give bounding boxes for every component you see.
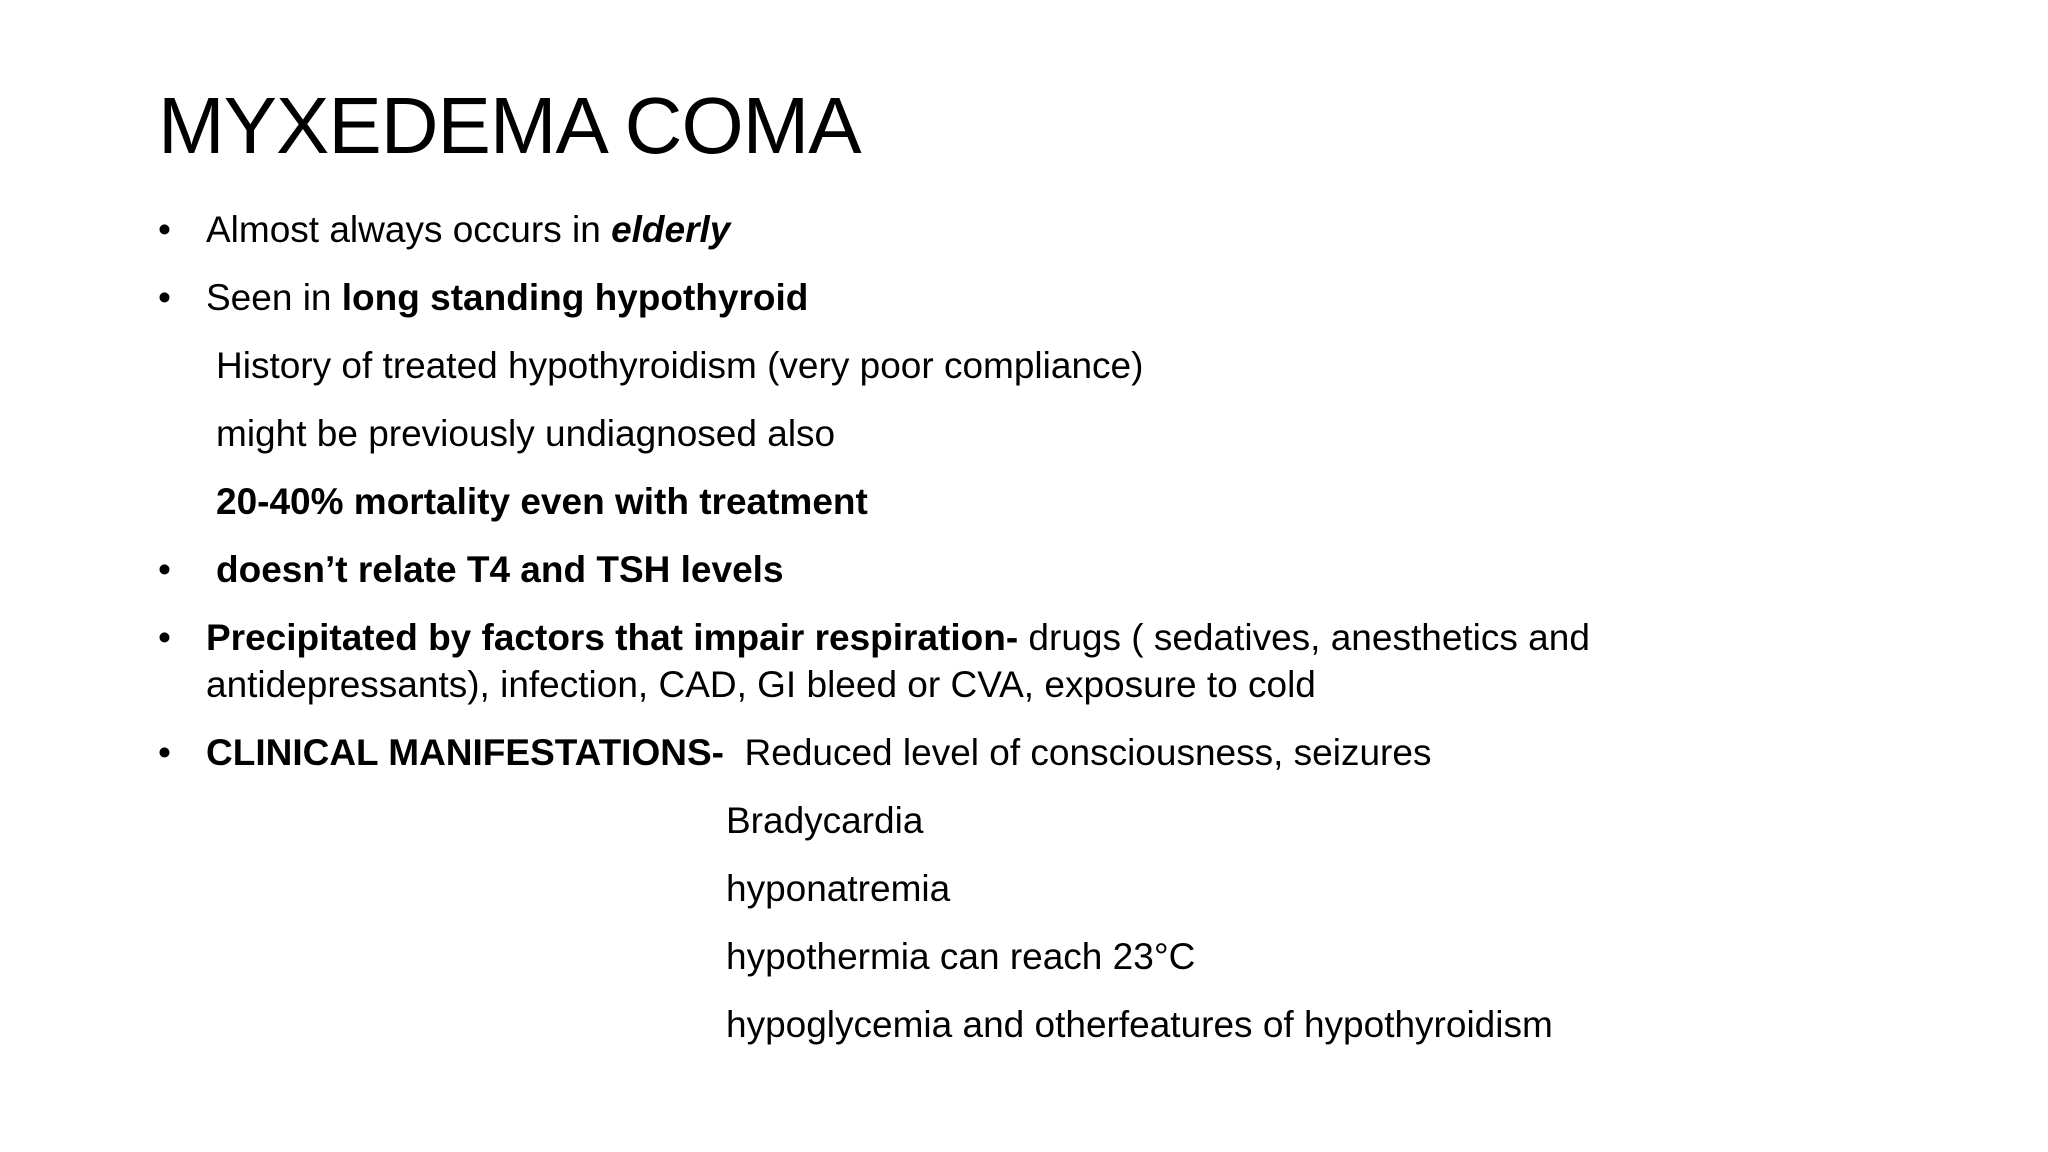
bullet-icon: • [158, 617, 171, 658]
manifestation-item: Bradycardia [726, 800, 924, 841]
history-line: History of treated hypothyroidism (very poor compliance) [216, 345, 1144, 386]
manifestation-item: hypoglycemia and otherfeatures of hypothyroidism [726, 1004, 1553, 1045]
bullet-emphasis: long standing hypothyroid [341, 277, 809, 318]
bullet-text: drugs ( sedatives, anesthetics and [1018, 617, 1590, 658]
bullet-icon: • [158, 209, 171, 250]
slide-title: MYXEDEMA COMA [158, 81, 861, 170]
bullet-text: Almost always occurs in [206, 209, 612, 250]
bullet-icon: • [158, 277, 171, 318]
manifestation-item: hypothermia can reach 23°C [726, 936, 1196, 977]
bullet-clinical [206, 730, 1431, 776]
bullet-elderly [206, 207, 730, 253]
bullet-emphasis: elderly [611, 209, 731, 250]
bullet-emphasis: CLINICAL MANIFESTATIONS- [206, 732, 724, 773]
mortality-line: 20-40% mortality even with treatment [216, 481, 868, 522]
bullet-long-standing [206, 275, 808, 321]
bullet-precipitated-cont: antidepressants), infection, CAD, GI bleed or CVA, exposure to cold [206, 664, 1316, 705]
bullet-text: Seen in [206, 277, 342, 318]
bullet-t4-tsh: doesn’t relate T4 and TSH levels [216, 549, 784, 590]
bullet-emphasis: Precipitated by factors that impair respiration- [206, 617, 1019, 658]
manifestation-item: hyponatremia [726, 868, 951, 909]
bullet-icon: • [158, 549, 171, 590]
undiagnosed-line: might be previously undiagnosed also [216, 413, 836, 454]
bullet-icon: • [158, 732, 171, 773]
bullet-precipitated [206, 615, 1590, 661]
bullet-text: Reduced level of consciousness, seizures [723, 732, 1432, 773]
